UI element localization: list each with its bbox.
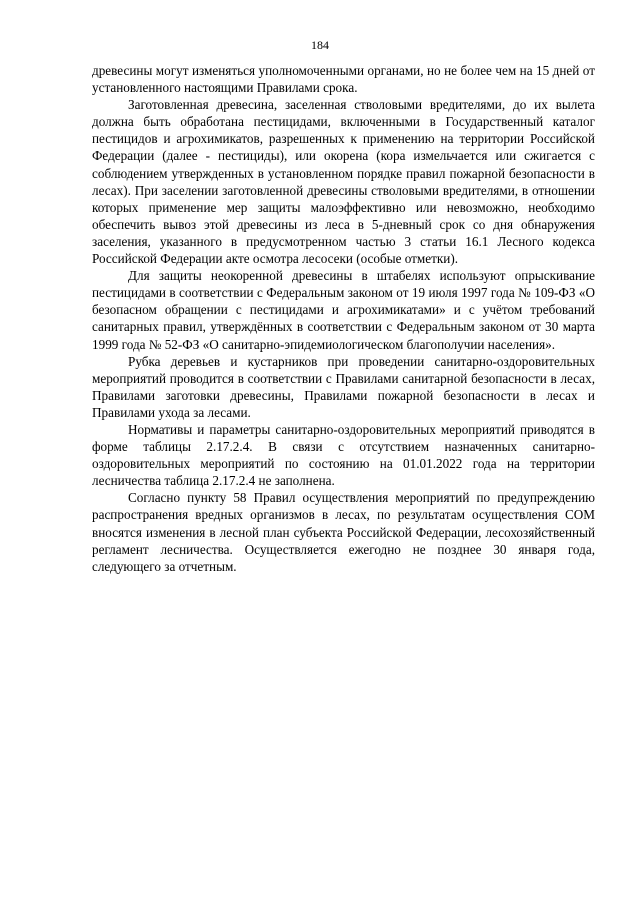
document-body [92,62,595,575]
paragraph-felling-rules: Рубка деревьев и кустарников при проведении санитарно-оздоровительных мероприятий проводится в соответствии с Правилами санитарной безопасности в лесах, Правилами заготовки древесины, Правилами пожарной безопасности в лесах и Правилами ухода за лесами. [92,353,595,420]
paragraph-infested-timber-treatment: Заготовленная древесина, заселенная стволовыми вредителями, до их вылета должна быть обработана пестицидами, включенными в Государственный каталог пестицидов и агрохимикатов, разрешенных к применению на территории Российской Федерации (далее - пестициды), или окорена (кора измельчается или сжигается с соблюдением утвержденных в установленном порядке правил пожарной безопасности в лесах). При заселении заготовленной древесины стволовыми вредителями, в отношении которых применение мер защиты малоэффективно или невозможно, необходимо обеспечить вывоз этой древесины из леса в 5-дневный срок со дня обнаружения заселения, указанного в предусмотренном частью 3 статьи 16.1 Лесного кодекса Российской Федерации акте осмотра лесосеки (особые отметки). [92,97,595,267]
paragraph-forest-plan-changes: Согласно пункту 58 Правил осуществления мероприятий по предупреждению распространения вредных организмов в лесах, по результатам осуществления СОМ вносятся изменения в лесной план субъекта Российской Федерации, лесохозяйственный регламент лесничества. Осуществляется ежегодно не позднее 30 января года, следующего за отчетным. [92,490,595,574]
page-number: 184 [311,38,329,52]
paragraph-norms-table: Нормативы и параметры санитарно-оздоровительных мероприятий приводятся в форме таблицы 2.17.2.4. В связи с отсутствием назначенных санитарно-оздоровительных мероприятий по состоянию на 01.01.2022 года на территории лесничества таблица 2.17.2.4 не заполнена. [92,421,595,489]
paragraph-continuation: древесины могут изменяться уполномоченными органами, но не более чем на 15 дней от установленного настоящими Правилами срока. [92,63,595,96]
paragraph-stack-protection: Для защиты неокоренной древесины в штабелях используют опрыскивание пестицидами в соответствии с Федеральным законом от 19 июля 1997 года № 109-ФЗ «О безопасном обращении с пестицидами и агрохимикатами» и с учётом требований санитарных правил, утверждённых в соответствии с Федеральным законом от 30 марта 1999 года № 52-ФЗ «О санитарно-эпидемиологическом благополучии населения». [92,268,595,352]
